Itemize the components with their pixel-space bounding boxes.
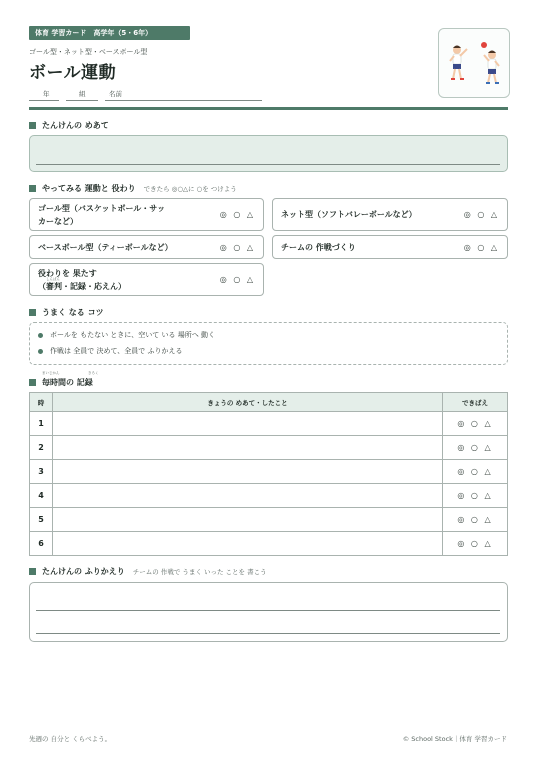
activity-cell[interactable] bbox=[53, 412, 443, 436]
sport-item-label: ベースボール型（ティーボールなど） bbox=[38, 242, 173, 252]
rating-marks[interactable]: ◎ ○ △ bbox=[463, 242, 499, 252]
rating-marks[interactable]: ◎ ○ △ bbox=[443, 460, 508, 484]
tip-text: ボールを もたない ときに、空いて いる 場所へ 動く bbox=[50, 331, 215, 339]
record-heading-text: 毎時間の 記録 bbox=[42, 378, 93, 387]
sport-item-baseball[interactable] bbox=[29, 235, 264, 259]
table-header-row bbox=[30, 393, 508, 412]
session-number: 6 bbox=[30, 532, 53, 556]
tips-heading bbox=[29, 307, 104, 318]
try-heading bbox=[29, 183, 237, 194]
year-field[interactable] bbox=[29, 86, 59, 101]
tips-box bbox=[29, 322, 508, 365]
session-number: 2 bbox=[30, 436, 53, 460]
table-row bbox=[30, 484, 508, 508]
column-header-result: できばえ bbox=[443, 393, 508, 412]
activity-cell[interactable] bbox=[53, 532, 443, 556]
session-number: 1 bbox=[30, 412, 53, 436]
year-label: 年 bbox=[43, 90, 50, 98]
rating-marks[interactable]: ◎ ○ △ bbox=[443, 532, 508, 556]
bullet-icon bbox=[38, 349, 43, 354]
section-square-icon bbox=[29, 185, 36, 192]
sport-item-goal[interactable] bbox=[29, 198, 264, 231]
sport-item-strategy[interactable] bbox=[272, 235, 508, 259]
reflection-note: チームの 作戦で うまく いった ことを 書こう bbox=[132, 568, 267, 576]
grade-tag: 体育 学習カード 高学年（5・6年） bbox=[29, 26, 190, 40]
section-square-icon bbox=[29, 309, 36, 316]
table-row bbox=[30, 412, 508, 436]
sport-item-roles[interactable] bbox=[29, 263, 264, 296]
activity-cell[interactable] bbox=[53, 460, 443, 484]
table-row bbox=[30, 532, 508, 556]
activity-cell[interactable] bbox=[53, 484, 443, 508]
bullet-icon bbox=[38, 333, 43, 338]
column-header-session: 時 bbox=[30, 393, 53, 412]
table-row bbox=[30, 508, 508, 532]
sport-item-label: 役わりを 果たす （審判・記録・応えん） bbox=[38, 268, 126, 291]
session-number: 5 bbox=[30, 508, 53, 532]
rating-marks[interactable]: ◎ ○ △ bbox=[443, 484, 508, 508]
sport-item-label: ゴール型（バスケットボール・サッ カーなど） bbox=[38, 203, 166, 226]
name-field[interactable] bbox=[105, 86, 262, 101]
session-number: 4 bbox=[30, 484, 53, 508]
subtitle: ゴール型・ネット型・ベースボール型 bbox=[29, 48, 148, 56]
rating-marks[interactable]: ◎ ○ △ bbox=[443, 412, 508, 436]
illustration-frame bbox=[438, 28, 510, 98]
children-playing-ball-icon bbox=[439, 29, 509, 97]
page-title: ボール運動 bbox=[29, 63, 117, 83]
ruby-text: しんぱん bbox=[46, 277, 60, 281]
rating-marks[interactable]: ◎ ○ △ bbox=[463, 210, 499, 219]
tip-item bbox=[38, 346, 183, 356]
section-square-icon bbox=[29, 379, 36, 386]
activity-cell[interactable] bbox=[53, 436, 443, 460]
session-number: 3 bbox=[30, 460, 53, 484]
name-label: 名前 bbox=[109, 90, 122, 98]
try-note: できたら ◎○△に ○を つけよう bbox=[143, 185, 237, 193]
rating-marks[interactable]: ◎ ○ △ bbox=[443, 436, 508, 460]
reflection-writing-line bbox=[36, 610, 500, 611]
ruby-text: きろく bbox=[88, 371, 99, 375]
header-divider bbox=[29, 107, 508, 110]
ruby-text: まいじかん bbox=[42, 371, 60, 375]
goal-writing-line bbox=[36, 164, 500, 165]
column-header-activity: きょうの めあて・したこと bbox=[53, 393, 443, 412]
record-table bbox=[29, 392, 508, 556]
class-field[interactable] bbox=[66, 86, 98, 101]
footer-right-text: © School Stock｜体育 学習カード bbox=[402, 735, 507, 743]
reflection-heading-text: たんけんの ふりかえり bbox=[42, 567, 125, 576]
class-label: 組 bbox=[79, 90, 86, 98]
record-heading bbox=[29, 377, 93, 388]
section-square-icon bbox=[29, 122, 36, 129]
sport-item-label: ネット型（ソフトバレーボールなど） bbox=[281, 210, 417, 219]
reflection-writing-line bbox=[36, 633, 500, 634]
rating-marks[interactable]: ◎ ○ △ bbox=[219, 210, 255, 219]
rating-marks[interactable]: ◎ ○ △ bbox=[443, 508, 508, 532]
section-square-icon bbox=[29, 568, 36, 575]
goal-heading-text: たんけんの めあて bbox=[42, 121, 109, 130]
tip-text: 作戦は 全員で 決めて、全員で ふりかえる bbox=[50, 347, 183, 355]
tip-item bbox=[38, 330, 215, 340]
table-row bbox=[30, 436, 508, 460]
sport-item-label: チームの 作戦づくり bbox=[281, 242, 356, 252]
try-heading-text: やってみる 運動と 役わり bbox=[42, 184, 136, 193]
rating-marks[interactable]: ◎ ○ △ bbox=[219, 242, 255, 252]
goal-input-box[interactable] bbox=[29, 135, 508, 172]
reflection-heading bbox=[29, 566, 267, 577]
goal-heading bbox=[29, 120, 109, 131]
tips-heading-text: うまく なる コツ bbox=[42, 308, 104, 317]
activity-cell[interactable] bbox=[53, 508, 443, 532]
sport-item-net[interactable] bbox=[272, 198, 508, 231]
rating-marks[interactable]: ◎ ○ △ bbox=[219, 275, 255, 284]
footer-left-text: 先週の 自分と くらべよう。 bbox=[29, 735, 112, 743]
table-row bbox=[30, 460, 508, 484]
